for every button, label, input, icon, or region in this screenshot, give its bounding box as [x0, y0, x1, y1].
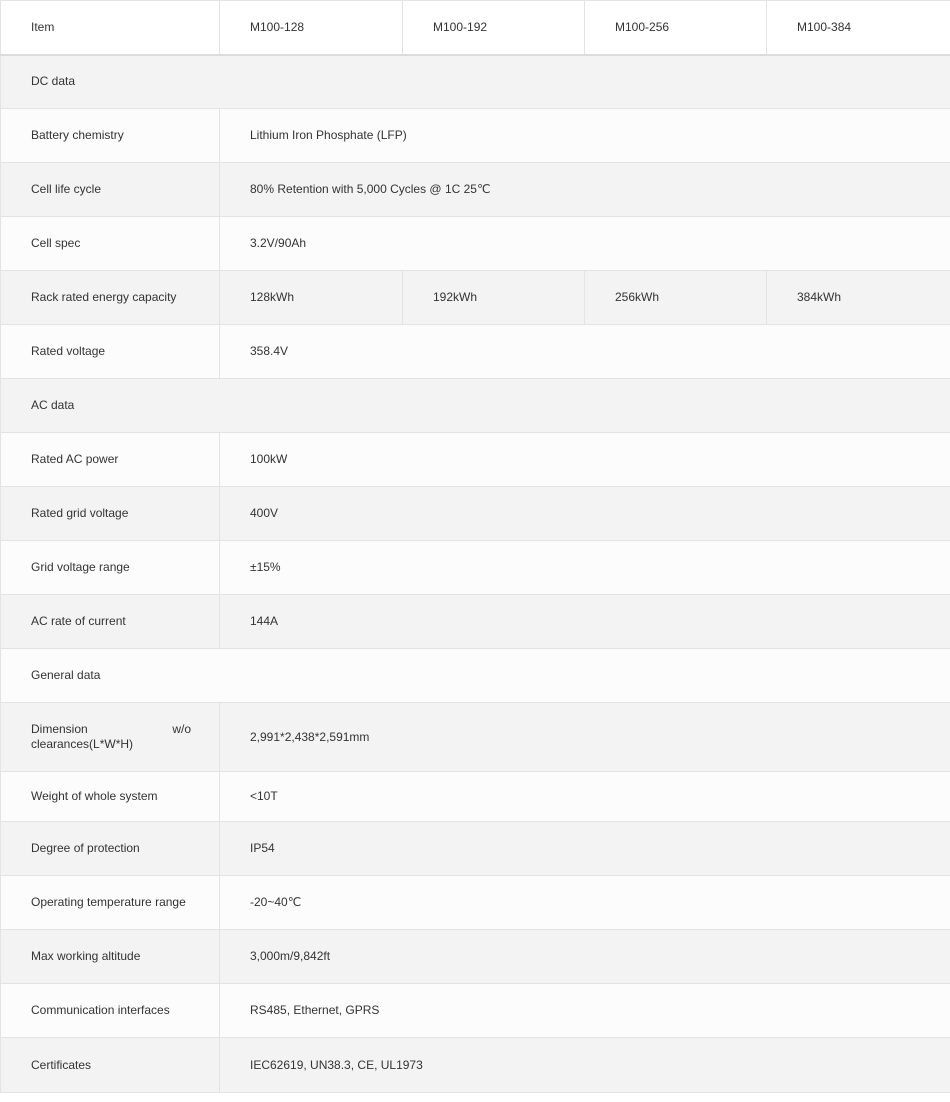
- row-label: Operating temperature range: [1, 876, 220, 930]
- section-row-ac: [1, 379, 950, 433]
- row-value: Lithium Iron Phosphate (LFP): [220, 109, 950, 163]
- row-value: -20~40℃: [220, 876, 950, 930]
- row-value: 400V: [220, 487, 950, 541]
- row-label: Communication interfaces: [1, 984, 220, 1038]
- table-row: [1, 876, 950, 930]
- row-value: 192kWh: [403, 271, 585, 325]
- section-row-dc: [1, 55, 950, 109]
- row-value: IP54: [220, 822, 950, 876]
- section-title-ac: AC data: [1, 379, 950, 433]
- row-value: RS485, Ethernet, GPRS: [220, 984, 950, 1038]
- row-value: ±15%: [220, 541, 950, 595]
- table-row: [1, 703, 950, 772]
- row-label: Rated grid voltage: [1, 487, 220, 541]
- row-value: 384kWh: [767, 271, 950, 325]
- section-title-dc: DC data: [1, 55, 950, 109]
- table-row: [1, 325, 950, 379]
- row-value: 358.4V: [220, 325, 950, 379]
- row-label: Battery chemistry: [1, 109, 220, 163]
- header-model-2: M100-192: [403, 1, 585, 55]
- header-model-4: M100-384: [767, 1, 950, 55]
- row-label: Cell spec: [1, 217, 220, 271]
- table-row: [1, 1038, 950, 1093]
- row-label: Rack rated energy capacity: [1, 271, 220, 325]
- section-row-general: [1, 649, 950, 703]
- row-value: 256kWh: [585, 271, 767, 325]
- table-row: [1, 163, 950, 217]
- row-label: Dimension w/o clearances(L*W*H): [1, 703, 220, 772]
- row-label: Weight of whole system: [1, 772, 220, 822]
- table-row: [1, 595, 950, 649]
- table-row: [1, 984, 950, 1038]
- row-value: IEC62619, UN38.3, CE, UL1973: [220, 1038, 950, 1093]
- row-value: 128kWh: [220, 271, 403, 325]
- row-label: Grid voltage range: [1, 541, 220, 595]
- table-row: [1, 930, 950, 984]
- row-value: <10T: [220, 772, 950, 822]
- row-value: 3.2V/90Ah: [220, 217, 950, 271]
- table-row: [1, 487, 950, 541]
- header-model-1: M100-128: [220, 1, 403, 55]
- row-label: Degree of protection: [1, 822, 220, 876]
- table-row: [1, 271, 950, 325]
- row-value: 144A: [220, 595, 950, 649]
- row-value: 2,991*2,438*2,591mm: [220, 703, 950, 772]
- table-row: [1, 822, 950, 876]
- table-row: [1, 217, 950, 271]
- row-label: Rated voltage: [1, 325, 220, 379]
- row-value: 3,000m/9,842ft: [220, 930, 950, 984]
- row-value: 100kW: [220, 433, 950, 487]
- table-row: [1, 433, 950, 487]
- header-model-3: M100-256: [585, 1, 767, 55]
- section-title-general: General data: [1, 649, 950, 703]
- table-row: [1, 109, 950, 163]
- row-label: Cell life cycle: [1, 163, 220, 217]
- header-row: [1, 1, 950, 55]
- row-label: Certificates: [1, 1038, 220, 1093]
- table-row: [1, 772, 950, 822]
- row-value: 80% Retention with 5,000 Cycles @ 1C 25℃: [220, 163, 950, 217]
- row-label: Rated AC power: [1, 433, 220, 487]
- header-item-cell: Item: [1, 1, 220, 55]
- row-label: Max working altitude: [1, 930, 220, 984]
- table-row: [1, 541, 950, 595]
- row-label: AC rate of current: [1, 595, 220, 649]
